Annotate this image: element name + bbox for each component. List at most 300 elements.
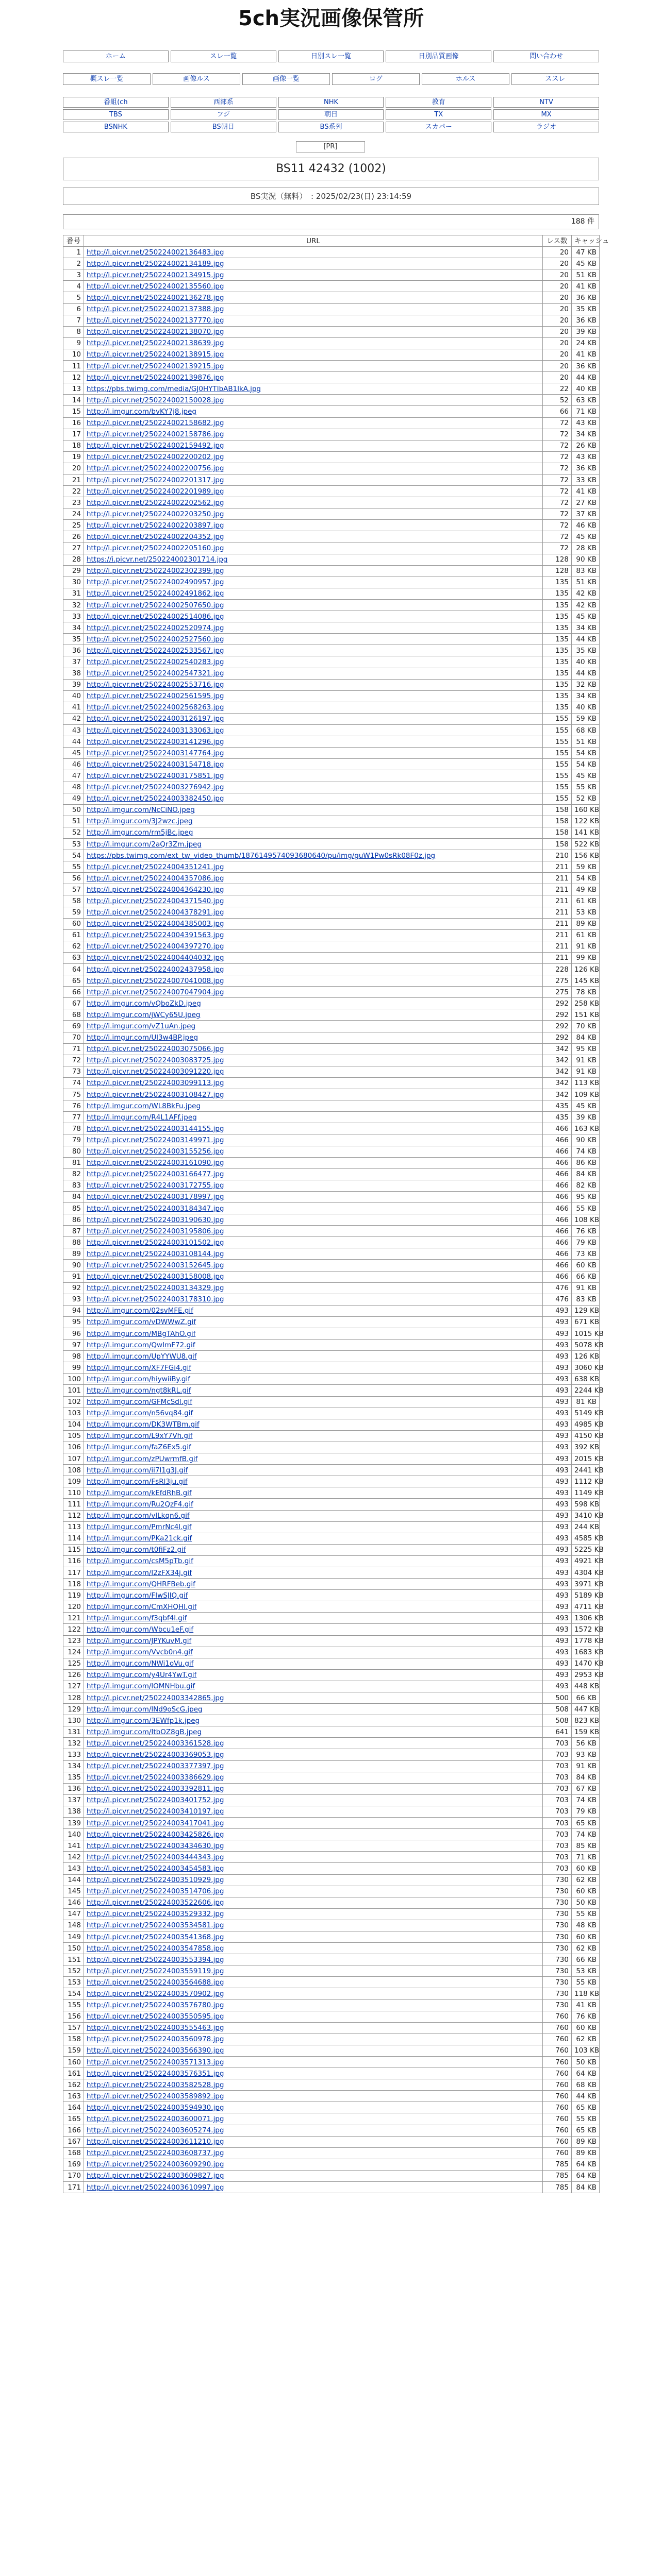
image-url-link[interactable]: https://pbs.twimg.com/media/GJ0HYTIbAB1lkA.jpg <box>87 384 261 393</box>
image-url-link[interactable]: http://i.picvr.net/250224004378291.jpg <box>87 908 224 917</box>
row-number: 29 <box>63 565 84 577</box>
image-url-link[interactable]: http://i.picvr.net/250224003361528.jpg <box>87 1739 224 1748</box>
image-url-link[interactable]: http://i.picvr.net/250224003514706.jpg <box>87 1887 224 1896</box>
row-cache-size: 50 KB <box>572 2057 600 2068</box>
image-url-link[interactable]: http://i.imgur.com/WL8BkFu.jpeg <box>87 1101 201 1110</box>
row-number: 68 <box>63 1009 84 1021</box>
image-url-link[interactable]: http://i.picvr.net/250224003172755.jpg <box>87 1181 224 1190</box>
image-url-link[interactable]: http://i.imgur.com/CmXHQHI.gif <box>87 1602 197 1611</box>
row-number: 13 <box>63 383 84 395</box>
image-url-link[interactable]: http://i.imgur.com/PKa21ck.gif <box>87 1534 192 1543</box>
image-url-link[interactable]: http://i.picvr.net/250224007041008.jpg <box>87 976 224 985</box>
image-url-link[interactable]: http://i.imgur.com/vZ1uAn.jpeg <box>87 1022 196 1031</box>
image-url-link[interactable]: http://i.picvr.net/250224003149971.jpg <box>87 1136 224 1144</box>
image-url-link[interactable]: http://i.picvr.net/250224002204352.jpg <box>87 532 224 541</box>
image-url-link[interactable]: http://i.picvr.net/250224003108144.jpg <box>87 1249 224 1258</box>
image-url-link[interactable]: http://i.picvr.net/250224002202562.jpg <box>87 498 224 507</box>
image-url-link[interactable]: http://i.picvr.net/250224002200756.jpg <box>87 464 224 473</box>
table-row <box>63 1191 600 1202</box>
image-url-link[interactable]: http://i.picvr.net/250224003417041.jpg <box>87 1819 224 1827</box>
row-res-count: 466 <box>543 1237 572 1248</box>
image-url-link[interactable]: http://i.picvr.net/250224003099113.jpg <box>87 1079 224 1088</box>
row-cache-size: 62 KB <box>572 1943 600 1954</box>
image-url-link[interactable]: http://i.picvr.net/250224003570902.jpg <box>87 1989 224 1998</box>
board-link-2-4[interactable]: TX <box>386 109 491 120</box>
image-url-link[interactable]: http://i.picvr.net/250224003608737.jpg <box>87 2149 224 2158</box>
row-cache-size: 638 KB <box>572 1374 600 1385</box>
image-url-link[interactable]: http://i.picvr.net/250224003534581.jpg <box>87 1921 224 1930</box>
row-url-cell <box>84 1920 543 1931</box>
image-url-link[interactable]: http://i.picvr.net/250224003101502.jpg <box>87 1238 224 1247</box>
image-url-link[interactable]: http://i.picvr.net/250224002568263.jpg <box>87 703 224 712</box>
image-url-link[interactable]: http://i.imgur.com/n56vq84.gif <box>87 1409 193 1418</box>
nav-primary-item-3[interactable]: 日別スレ一覧 <box>278 50 384 62</box>
image-url-link[interactable]: http://i.imgur.com/NcCiNO.jpeg <box>87 806 195 815</box>
table-row <box>63 337 600 349</box>
board-link-3-3[interactable]: BS系列 <box>278 122 384 132</box>
image-url-link[interactable]: http://i.picvr.net/250224003178310.jpg <box>87 1295 224 1304</box>
board-link-1-4[interactable]: 教育 <box>386 97 491 108</box>
image-url-link[interactable]: http://i.picvr.net/250224002201317.jpg <box>87 476 224 484</box>
row-url-cell <box>84 1396 543 1408</box>
board-link-1-2[interactable]: 西部系 <box>171 97 276 108</box>
image-url-link[interactable]: http://i.picvr.net/250224004397270.jpg <box>87 942 224 951</box>
image-url-link[interactable]: http://i.imgur.com/R4L1AFf.jpeg <box>87 1113 197 1122</box>
image-url-link[interactable]: http://i.picvr.net/250224002138915.jpg <box>87 350 224 359</box>
image-url-link[interactable]: http://i.picvr.net/250224002490957.jpg <box>87 578 224 587</box>
image-url-link[interactable]: http://i.imgur.com/ii7l1g3J.gif <box>87 1466 188 1475</box>
image-url-link[interactable]: http://i.picvr.net/250224003547858.jpg <box>87 1944 224 1953</box>
image-url-link[interactable]: http://i.imgur.com/GFMcSdl.gif <box>87 1398 192 1406</box>
image-url-link[interactable]: http://i.picvr.net/250224003550595.jpg <box>87 2012 224 2021</box>
row-url-cell <box>84 281 543 292</box>
board-link-1-3[interactable]: NHK <box>278 97 384 108</box>
row-res-count: 760 <box>543 2147 572 2159</box>
table-row <box>63 1374 600 1385</box>
image-url-link[interactable]: http://i.picvr.net/250224002135560.jpg <box>87 282 224 291</box>
image-url-link[interactable]: http://i.imgur.com/t0fiFz2.gif <box>87 1546 186 1554</box>
row-cache-size: 45 KB <box>572 1100 600 1112</box>
row-cache-size: 59 KB <box>572 713 600 724</box>
image-url-link[interactable]: http://i.picvr.net/250224003147764.jpg <box>87 749 224 757</box>
image-url-link[interactable]: http://i.picvr.net/250224003510929.jpg <box>87 1876 224 1885</box>
image-url-link[interactable]: http://i.picvr.net/250224002136278.jpg <box>87 294 224 302</box>
image-url-link[interactable]: http://i.imgur.com/Wbcu1eF.gif <box>87 1625 194 1634</box>
image-url-link[interactable]: http://i.picvr.net/250224003091220.jpg <box>87 1067 224 1076</box>
table-row <box>63 2113 600 2125</box>
image-url-link[interactable]: http://i.picvr.net/250224003175851.jpg <box>87 771 224 780</box>
image-url-link[interactable]: http://i.picvr.net/250224003377397.jpg <box>87 1762 224 1771</box>
image-url-link[interactable]: http://i.imgur.com/bvKY7j8.jpeg <box>87 407 197 416</box>
image-url-link[interactable]: http://i.picvr.net/250224003133063.jpg <box>87 726 224 735</box>
nav-secondary-item-3[interactable]: 画像一覧 <box>242 73 330 85</box>
table-row <box>63 2102 600 2113</box>
image-url-link[interactable]: http://i.picvr.net/250224003342865.jpg <box>87 1693 224 1702</box>
image-url-link[interactable]: http://i.picvr.net/250224004371540.jpg <box>87 896 224 905</box>
table-row <box>63 759 600 770</box>
image-url-link[interactable]: http://i.picvr.net/250224003190630.jpg <box>87 1215 224 1224</box>
image-url-link[interactable]: http://i.picvr.net/250224003401752.jpg <box>87 1796 224 1805</box>
row-number: 69 <box>63 1021 84 1032</box>
image-url-link[interactable]: http://i.picvr.net/250224003166477.jpg <box>87 1170 224 1179</box>
table-row <box>63 1613 600 1624</box>
image-url-link[interactable]: http://i.picvr.net/250224003564688.jpg <box>87 1978 224 1987</box>
board-link-3-1[interactable]: BSNHK <box>63 122 169 132</box>
nav-primary-item-5[interactable]: 問い合わせ <box>493 50 599 62</box>
table-row <box>63 998 600 1009</box>
image-url-link[interactable]: http://i.picvr.net/250224003178997.jpg <box>87 1193 224 1201</box>
image-url-link[interactable]: http://i.picvr.net/250224003075066.jpg <box>87 1045 224 1054</box>
image-url-link[interactable]: http://i.imgur.com/hiywiiBy.gif <box>87 1375 190 1383</box>
image-url-link[interactable]: http://i.picvr.net/250224003566390.jpg <box>87 2046 224 2055</box>
board-link-2-2[interactable]: フジ <box>171 109 276 120</box>
table-row <box>63 2045 600 2056</box>
image-url-link[interactable]: http://i.picvr.net/250224002138639.jpg <box>87 339 224 348</box>
row-url-cell <box>84 372 543 383</box>
row-res-count: 466 <box>543 1123 572 1134</box>
image-url-link[interactable]: http://i.picvr.net/250224003454583.jpg <box>87 1864 224 1873</box>
image-url-link[interactable]: http://i.picvr.net/250224002302399.jpg <box>87 567 224 575</box>
table-row <box>63 1544 600 1555</box>
image-url-link[interactable]: http://i.picvr.net/250224002491862.jpg <box>87 589 224 598</box>
image-url-link[interactable]: http://i.picvr.net/250224004357086.jpg <box>87 874 224 883</box>
image-url-link[interactable]: http://i.imgur.com/jWCy65U.jpeg <box>87 1010 201 1019</box>
image-url-link[interactable]: http://i.imgur.com/MBgTAhO.gif <box>87 1329 196 1338</box>
row-number: 168 <box>63 2147 84 2159</box>
image-url-link[interactable]: http://i.imgur.com/3J2wzc.jpeg <box>87 817 193 826</box>
image-url-link[interactable]: http://i.imgur.com/f3qbf4l.gif <box>87 1614 187 1622</box>
row-number: 158 <box>63 2033 84 2045</box>
image-url-link[interactable]: http://i.picvr.net/250224003571313.jpg <box>87 2058 224 2066</box>
board-link-2-3[interactable]: 朝日 <box>278 109 384 120</box>
image-url-link[interactable]: http://i.picvr.net/250224003382450.jpg <box>87 794 224 803</box>
image-url-link[interactable]: http://i.imgur.com/csM5pTb.gif <box>87 1557 193 1566</box>
row-number: 116 <box>63 1555 84 1567</box>
image-url-link[interactable]: http://i.picvr.net/250224003108427.jpg <box>87 1090 224 1099</box>
image-url-link[interactable]: http://i.imgur.com/FIwSJlQ.gif <box>87 1591 188 1600</box>
nav-secondary-item-5[interactable]: ホルス <box>422 73 509 85</box>
image-url-link[interactable]: http://i.picvr.net/250224003611210.jpg <box>87 2138 224 2146</box>
nav-secondary-item-4[interactable]: ログ <box>332 73 420 85</box>
image-url-link[interactable]: http://i.picvr.net/250224003386629.jpg <box>87 1773 224 1782</box>
row-cache-size: 55 KB <box>572 2113 600 2125</box>
table-row <box>63 406 600 417</box>
image-url-link[interactable]: http://i.picvr.net/250224002437958.jpg <box>87 965 224 974</box>
row-number: 141 <box>63 1840 84 1852</box>
board-link-3-4[interactable]: スカパー <box>386 122 491 132</box>
board-link-2-1[interactable]: TBS <box>63 109 169 120</box>
board-link-3-2[interactable]: BS朝日 <box>171 122 276 132</box>
table-row <box>63 1886 600 1897</box>
row-res-count: 135 <box>543 679 572 690</box>
row-res-count: 760 <box>543 2068 572 2079</box>
image-url-link[interactable]: http://i.picvr.net/250224003444343.jpg <box>87 1853 224 1861</box>
image-url-link[interactable]: http://i.picvr.net/250224002138070.jpg <box>87 328 224 336</box>
image-url-link[interactable]: http://i.picvr.net/250224003083725.jpg <box>87 1056 224 1065</box>
row-res-count: 730 <box>543 1931 572 1942</box>
image-url-link[interactable]: http://i.picvr.net/250224003609827.jpg <box>87 2172 224 2180</box>
nav-primary-item-2[interactable]: スレ一覧 <box>171 50 276 62</box>
row-url-cell <box>84 1726 543 1738</box>
image-url-link[interactable]: http://i.imgur.com/UpYYWU8.gif <box>87 1352 197 1361</box>
table-row <box>63 565 600 577</box>
table-row <box>63 1510 600 1521</box>
image-url-link[interactable]: http://i.picvr.net/250224002134915.jpg <box>87 270 224 279</box>
image-url-link[interactable]: http://i.picvr.net/250224003529332.jpg <box>87 1910 224 1919</box>
row-res-count: 66 <box>543 406 572 417</box>
table-row <box>63 736 600 748</box>
row-number: 61 <box>63 929 84 941</box>
row-url-cell <box>84 1601 543 1613</box>
row-number: 107 <box>63 1453 84 1465</box>
table-row <box>63 1305 600 1316</box>
image-url-link[interactable]: http://i.picvr.net/250224003559119.jpg <box>87 1967 224 1975</box>
image-url-link[interactable]: http://i.picvr.net/250224002553716.jpg <box>87 681 224 689</box>
row-cache-size: 84 KB <box>572 1772 600 1783</box>
nav-secondary-item-1[interactable]: 概スレ一覧 <box>63 73 151 85</box>
row-url-cell <box>84 383 543 395</box>
row-number: 134 <box>63 1760 84 1772</box>
image-url-link[interactable]: http://i.picvr.net/250224003425826.jpg <box>87 1830 224 1839</box>
image-url-link[interactable]: http://i.imgur.com/QwImF72.gif <box>87 1341 195 1349</box>
image-url-link[interactable]: http://i.picvr.net/250224002203897.jpg <box>87 521 224 530</box>
row-url-cell <box>84 565 543 577</box>
row-url-cell <box>84 1624 543 1635</box>
row-res-count: 292 <box>543 1032 572 1043</box>
table-row <box>63 1362 600 1374</box>
row-url-cell <box>84 1999 543 2011</box>
image-url-link[interactable]: http://i.picvr.net/250224002201989.jpg <box>87 487 224 496</box>
image-url-link[interactable]: http://i.imgur.com/vQboZkD.jpeg <box>87 999 201 1008</box>
row-number: 147 <box>63 1908 84 1920</box>
row-cache-size: 129 KB <box>572 1305 600 1316</box>
image-url-link[interactable]: http://i.picvr.net/250224003126197.jpg <box>87 715 224 723</box>
image-url-link[interactable]: http://i.picvr.net/250224004364230.jpg <box>87 885 224 894</box>
image-url-link[interactable]: http://i.picvr.net/250224002139876.jpg <box>87 373 224 382</box>
image-url-link[interactable]: http://i.picvr.net/250224002520974.jpg <box>87 623 224 632</box>
nav-primary-item-4[interactable]: 日別品質画像 <box>386 50 491 62</box>
image-url-link[interactable]: http://i.picvr.net/250224002540283.jpg <box>87 658 224 667</box>
image-url-link[interactable]: http://i.picvr.net/250224003576351.jpg <box>87 2069 224 2078</box>
row-number: 94 <box>63 1305 84 1316</box>
image-url-link[interactable]: http://i.imgur.com/y4Ur4YwT.gif <box>87 1671 197 1680</box>
image-url-link[interactable]: http://i.imgur.com/ItbOZ8gB.jpeg <box>87 1727 202 1736</box>
image-url-link[interactable]: http://i.picvr.net/250224002137388.jpg <box>87 305 224 314</box>
image-url-link[interactable]: http://i.imgur.com/faZ6Ex5.gif <box>87 1443 191 1452</box>
nav-secondary-item-6[interactable]: ススレ <box>511 73 599 85</box>
image-url-link[interactable]: http://i.imgur.com/XF7FGi4.gif <box>87 1363 191 1372</box>
image-url-link[interactable]: http://i.picvr.net/250224002200202.jpg <box>87 453 224 462</box>
image-url-link[interactable]: http://i.picvr.net/250224003541368.jpg <box>87 1933 224 1941</box>
image-url-link[interactable]: http://i.picvr.net/250224003522606.jpg <box>87 1899 224 1907</box>
image-url-link[interactable]: http://i.picvr.net/250224002507650.jpg <box>87 601 224 609</box>
row-number: 73 <box>63 1066 84 1077</box>
image-url-link[interactable]: http://i.picvr.net/250224004391563.jpg <box>87 931 224 940</box>
row-cache-size: 36 KB <box>572 315 600 326</box>
board-link-3-5[interactable]: ラジオ <box>493 122 599 132</box>
row-number: 88 <box>63 1237 84 1248</box>
image-url-link[interactable]: http://i.imgur.com/l2zFX34j.gif <box>87 1568 192 1577</box>
image-url-link[interactable]: http://i.imgur.com/2aQr3Zm.jpeg <box>87 840 202 849</box>
image-url-link[interactable]: http://i.picvr.net/250224003154718.jpg <box>87 760 224 769</box>
row-cache-size: 63 KB <box>572 395 600 406</box>
table-row <box>63 1499 600 1510</box>
image-url-link[interactable]: http://i.picvr.net/250224003392811.jpg <box>87 1785 224 1793</box>
image-url-link[interactable]: http://i.imgur.com/Vvcb0n4.gif <box>87 1648 193 1657</box>
row-cache-size: 35 KB <box>572 645 600 656</box>
image-url-link[interactable]: http://i.imgur.com/kEfdRhB.gif <box>87 1488 192 1497</box>
table-row <box>63 1840 600 1852</box>
image-url-link[interactable]: http://i.imgur.com/JPYKuvM.gif <box>87 1637 192 1646</box>
image-url-link[interactable]: http://i.picvr.net/250224003600071.jpg <box>87 2115 224 2124</box>
image-url-link[interactable]: https://pbs.twimg.com/ext_tw_video_thumb/1876149574093680640/pu/img/guW1Pw0sRk08F0z.jpg <box>87 851 436 860</box>
image-url-link[interactable]: http://i.imgur.com/lNd9oScG.jpeg <box>87 1705 203 1714</box>
nav-primary-item-1[interactable]: ホーム <box>63 50 169 62</box>
row-url-cell <box>84 1123 543 1134</box>
image-url-link[interactable]: http://i.imgur.com/rm5jBc.jpeg <box>87 828 193 837</box>
image-url-link[interactable]: http://i.picvr.net/250224003195806.jpg <box>87 1227 224 1235</box>
row-cache-size: 2015 KB <box>572 1453 600 1465</box>
row-number: 80 <box>63 1146 84 1157</box>
image-url-link[interactable]: http://i.picvr.net/250224003134329.jpg <box>87 1284 224 1293</box>
image-url-link[interactable]: http://i.imgur.com/Ru2QzF4.gif <box>87 1500 193 1509</box>
image-url-link[interactable]: https://i.picvr.net/250224002301714.jpg <box>87 555 228 564</box>
image-url-link[interactable]: http://i.picvr.net/250224002514086.jpg <box>87 612 224 621</box>
row-number: 65 <box>63 975 84 987</box>
table-row <box>63 1157 600 1168</box>
image-url-link[interactable]: http://i.imgur.com/FsRl3ju.gif <box>87 1477 188 1486</box>
pr-label[interactable]: [PR] <box>296 141 365 152</box>
image-url-link[interactable]: http://i.picvr.net/250224003184347.jpg <box>87 1204 224 1213</box>
image-url-link[interactable]: http://i.picvr.net/250224002205160.jpg <box>87 544 224 553</box>
row-number: 56 <box>63 873 84 884</box>
row-number: 123 <box>63 1635 84 1647</box>
row-res-count: 730 <box>543 1988 572 1999</box>
image-url-link[interactable]: http://i.imgur.com/PmrNc4l.gif <box>87 1523 192 1532</box>
row-res-count: 292 <box>543 998 572 1009</box>
image-url-link[interactable]: http://i.picvr.net/250224003144155.jpg <box>87 1124 224 1133</box>
image-url-link[interactable]: http://i.picvr.net/250224002158786.jpg <box>87 430 224 439</box>
row-res-count: 760 <box>543 2079 572 2091</box>
image-url-link[interactable]: http://i.imgur.com/lOMNHbu.gif <box>87 1682 195 1691</box>
image-url-link[interactable]: http://i.picvr.net/250224003369053.jpg <box>87 1751 224 1759</box>
image-url-link[interactable]: http://i.imgur.com/ngt8kRL.gif <box>87 1386 191 1395</box>
image-url-link[interactable]: http://i.picvr.net/250224003582528.jpg <box>87 2080 224 2089</box>
row-res-count: 785 <box>543 2182 572 2193</box>
image-url-link[interactable]: http://i.picvr.net/250224003276942.jpg <box>87 783 224 792</box>
row-url-cell <box>84 1146 543 1157</box>
image-url-link[interactable]: http://i.picvr.net/250224002136483.jpg <box>87 248 224 257</box>
image-url-link[interactable]: http://i.imgur.com/vDWWwZ.gif <box>87 1318 196 1327</box>
row-url-cell <box>84 1794 543 1806</box>
image-url-link[interactable]: http://i.imgur.com/QHRFBeb.gif <box>87 1580 195 1588</box>
image-table <box>63 235 609 2193</box>
image-url-link[interactable]: http://i.picvr.net/250224004351241.jpg <box>87 862 224 871</box>
row-res-count: 493 <box>543 1544 572 1555</box>
row-url-cell <box>84 1248 543 1260</box>
row-number: 163 <box>63 2091 84 2102</box>
image-url-link[interactable]: http://i.picvr.net/250224002527560.jpg <box>87 635 224 643</box>
board-link-1-1[interactable]: 番組(ch <box>63 97 169 108</box>
image-url-link[interactable]: http://i.imgur.com/3EWfp1k.jpeg <box>87 1716 200 1725</box>
image-url-link[interactable]: http://i.picvr.net/250224007047904.jpg <box>87 988 224 996</box>
image-url-link[interactable]: http://i.picvr.net/250224003155256.jpg <box>87 1147 224 1156</box>
row-number: 8 <box>63 326 84 337</box>
board-link-2-5[interactable]: MX <box>493 109 599 120</box>
image-url-link[interactable]: http://i.picvr.net/250224003161090.jpg <box>87 1159 224 1167</box>
image-url-link[interactable]: http://i.picvr.net/250224003555463.jpg <box>87 2024 224 2032</box>
image-url-link[interactable]: http://i.picvr.net/250224002158682.jpg <box>87 419 224 428</box>
image-url-link[interactable]: http://i.picvr.net/250224003410197.jpg <box>87 1807 224 1816</box>
image-url-link[interactable]: http://i.picvr.net/250224002159492.jpg <box>87 442 224 450</box>
image-url-link[interactable]: http://i.picvr.net/250224004404032.jpg <box>87 954 224 962</box>
row-cache-size: 64 KB <box>572 2170 600 2181</box>
image-url-link[interactable]: http://i.picvr.net/250224002533567.jpg <box>87 646 224 655</box>
image-url-link[interactable]: http://i.picvr.net/250224003610997.jpg <box>87 2183 224 2192</box>
image-url-link[interactable]: http://i.picvr.net/250224002203250.jpg <box>87 510 224 518</box>
image-url-link[interactable]: http://i.picvr.net/250224002137770.jpg <box>87 316 224 325</box>
board-link-1-5[interactable]: NTV <box>493 97 599 108</box>
row-cache-size: 36 KB <box>572 463 600 474</box>
table-row <box>63 1806 600 1817</box>
row-res-count: 703 <box>543 1749 572 1760</box>
image-url-link[interactable]: http://i.imgur.com/DK3WTBm.gif <box>87 1420 200 1429</box>
image-url-link[interactable]: http://i.picvr.net/250224003609290.jpg <box>87 2160 224 2169</box>
row-number: 127 <box>63 1681 84 1692</box>
row-number: 77 <box>63 1112 84 1123</box>
image-url-link[interactable]: http://i.imgur.com/zPUwrmfB.gif <box>87 1454 198 1463</box>
image-url-link[interactable]: http://i.imgur.com/NWi1oVu.gif <box>87 1659 194 1668</box>
image-url-link[interactable]: http://i.picvr.net/250224003434630.jpg <box>87 1841 224 1850</box>
image-url-link[interactable]: http://i.picvr.net/250224003152645.jpg <box>87 1261 224 1269</box>
row-number: 122 <box>63 1624 84 1635</box>
nav-secondary-item-2[interactable]: 画像ルス <box>153 73 240 85</box>
image-url-link[interactable]: http://i.picvr.net/250224003605274.jpg <box>87 2126 224 2135</box>
row-res-count: 703 <box>543 1818 572 1829</box>
image-url-link[interactable]: http://i.picvr.net/250224002150028.jpg <box>87 396 224 404</box>
row-url-cell <box>84 1692 543 1704</box>
image-url-link[interactable]: http://i.picvr.net/250224003560978.jpg <box>87 2035 224 2044</box>
image-url-link[interactable]: http://i.imgur.com/vlLkqn6.gif <box>87 1512 190 1520</box>
table-row <box>63 1704 600 1715</box>
image-url-link[interactable]: http://i.picvr.net/250224003553394.jpg <box>87 1955 224 1964</box>
image-url-link[interactable]: http://i.picvr.net/250224002139215.jpg <box>87 362 224 370</box>
row-cache-size: 62 KB <box>572 1874 600 1886</box>
image-url-link[interactable]: http://i.picvr.net/250224003158008.jpg <box>87 1273 224 1281</box>
row-number: 149 <box>63 1931 84 1942</box>
image-url-link[interactable]: http://i.picvr.net/250224002134189.jpg <box>87 259 224 268</box>
row-res-count: 128 <box>543 554 572 565</box>
image-url-link[interactable]: http://i.picvr.net/250224004385003.jpg <box>87 920 224 928</box>
row-cache-size: 1572 KB <box>572 1624 600 1635</box>
row-url-cell <box>84 1453 543 1465</box>
image-url-link[interactable]: http://i.imgur.com/L9xY7Vh.gif <box>87 1432 193 1440</box>
image-url-link[interactable]: http://i.picvr.net/250224002547321.jpg <box>87 669 224 678</box>
image-url-link[interactable]: http://i.picvr.net/250224003576780.jpg <box>87 2001 224 2010</box>
image-url-link[interactable]: http://i.picvr.net/250224003141296.jpg <box>87 737 224 746</box>
image-url-link[interactable]: http://i.imgur.com/Ul3w4BP.jpeg <box>87 1033 198 1042</box>
row-number: 47 <box>63 770 84 782</box>
image-url-link[interactable]: http://i.picvr.net/250224003594930.jpg <box>87 2103 224 2112</box>
image-url-link[interactable]: http://i.picvr.net/250224002561595.jpg <box>87 692 224 701</box>
image-url-link[interactable]: http://i.imgur.com/02svMFE.gif <box>87 1307 193 1315</box>
row-number: 37 <box>63 656 84 668</box>
row-number: 124 <box>63 1647 84 1658</box>
image-url-link[interactable]: http://i.picvr.net/250224003589892.jpg <box>87 2092 224 2100</box>
row-number: 64 <box>63 964 84 975</box>
row-url-cell <box>84 1977 543 1988</box>
row-url-cell <box>84 895 543 907</box>
